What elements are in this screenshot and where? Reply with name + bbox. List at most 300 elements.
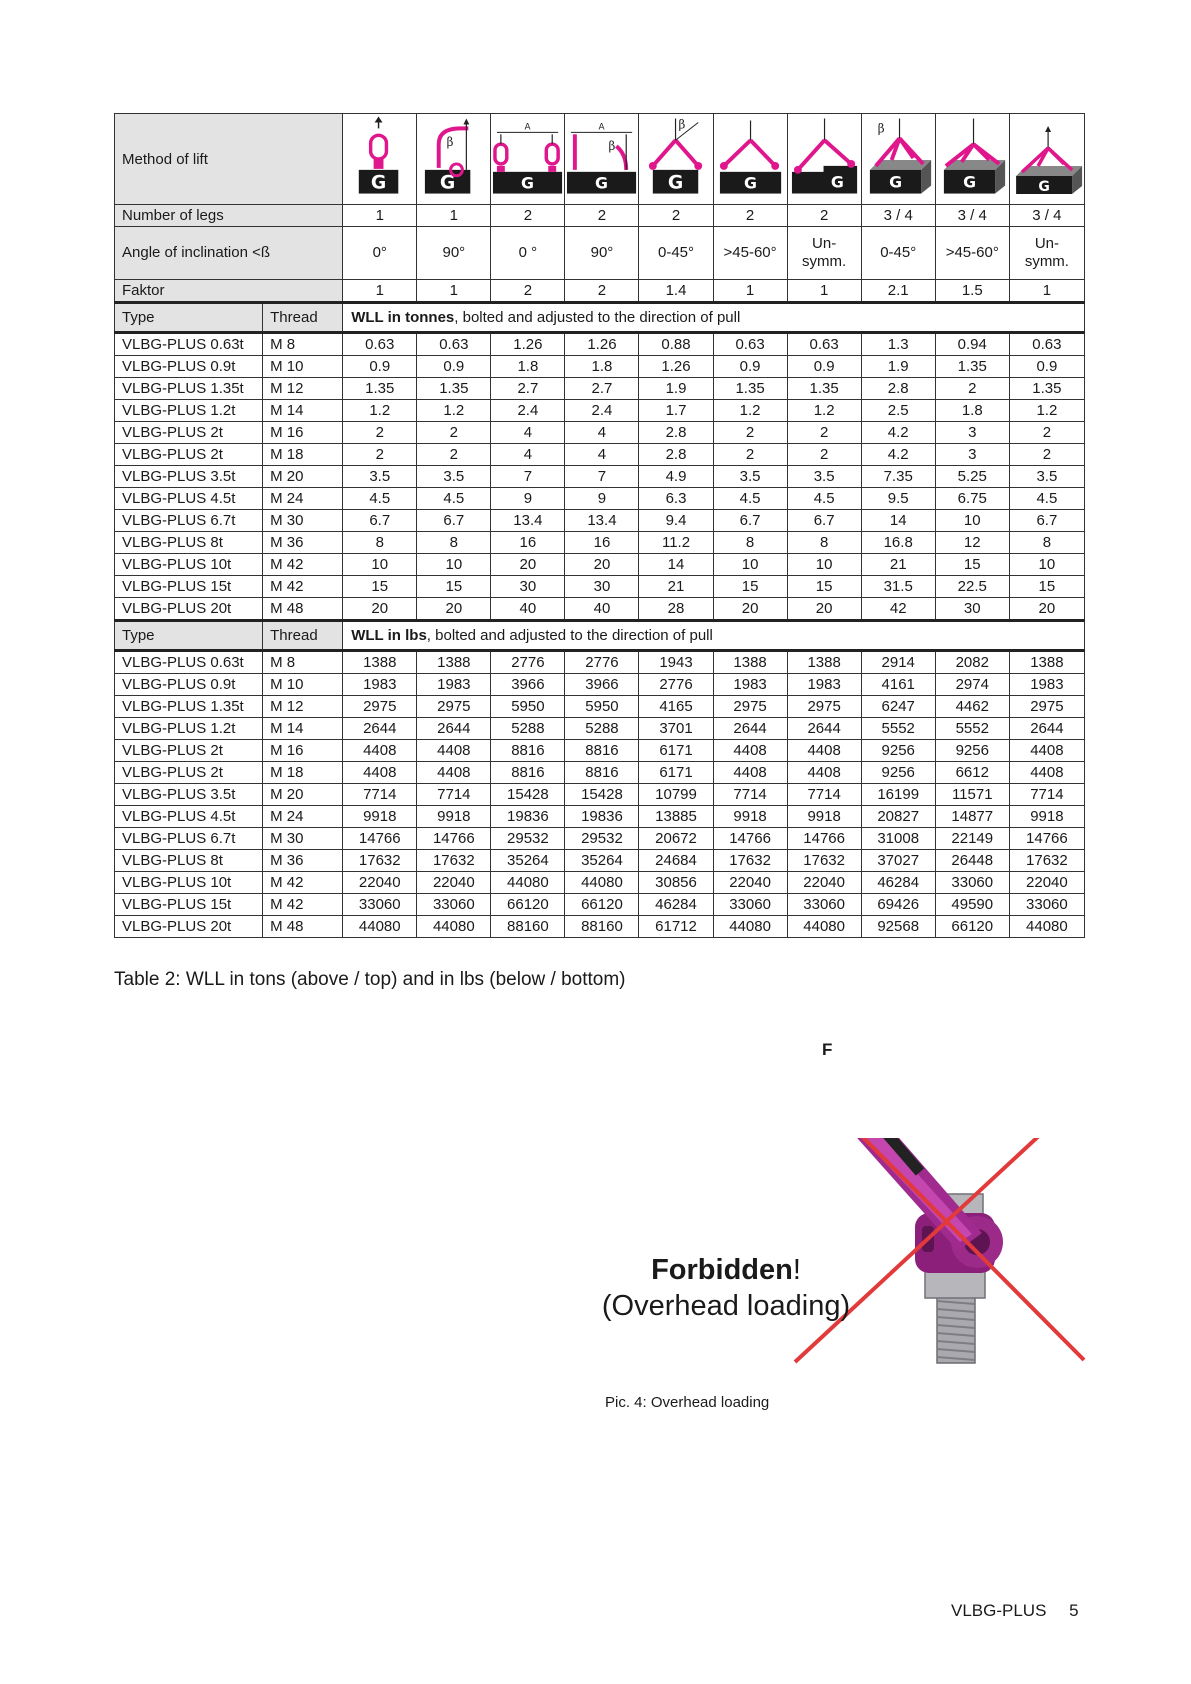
wll-value-cell: 15 bbox=[417, 576, 491, 598]
table-row bbox=[115, 718, 1085, 740]
wll-value-cell: 20 bbox=[417, 598, 491, 621]
wll-value-cell: 10 bbox=[1009, 554, 1084, 576]
wll-value-cell: 2 bbox=[935, 378, 1009, 400]
wll-value-cell: 9256 bbox=[861, 740, 935, 762]
wll-value-cell: 5288 bbox=[491, 718, 565, 740]
wll-value-cell: 4.9 bbox=[639, 466, 713, 488]
table-row bbox=[115, 696, 1085, 718]
factor-cell: 1 bbox=[343, 280, 417, 303]
wll-value-cell: 4408 bbox=[343, 762, 417, 784]
table-row bbox=[115, 532, 1085, 554]
wll-value-cell: 46284 bbox=[861, 872, 935, 894]
wll-value-cell: 8 bbox=[343, 532, 417, 554]
wll-value-cell: 14 bbox=[861, 510, 935, 532]
wll-value-cell: 2 bbox=[417, 422, 491, 444]
wll-value-cell: 9256 bbox=[935, 740, 1009, 762]
thread-cell: M 14 bbox=[263, 400, 343, 422]
wll-value-cell: 33060 bbox=[417, 894, 491, 916]
wll-value-cell: 4408 bbox=[1009, 740, 1084, 762]
wll-value-cell: 14766 bbox=[1009, 828, 1084, 850]
legs-cell: 2 bbox=[491, 205, 565, 227]
wll-value-cell: 20 bbox=[713, 598, 787, 621]
table-row bbox=[115, 651, 1085, 674]
wll-value-cell: 9918 bbox=[343, 806, 417, 828]
wll-value-cell: 2 bbox=[343, 422, 417, 444]
wll-value-cell: 6.3 bbox=[639, 488, 713, 510]
wll-value-cell: 1.3 bbox=[861, 333, 935, 356]
wll-value-cell: 9 bbox=[491, 488, 565, 510]
two-leg-unsymmetric-lift-icon bbox=[788, 114, 861, 204]
wll-value-cell: 9918 bbox=[787, 806, 861, 828]
wll-value-cell: 4.2 bbox=[861, 422, 935, 444]
wll-value-cell: 1388 bbox=[343, 651, 417, 674]
wll-value-cell: 2.4 bbox=[565, 400, 639, 422]
thread-cell: M 14 bbox=[263, 718, 343, 740]
wll-value-cell: 20 bbox=[565, 554, 639, 576]
table-row bbox=[115, 740, 1085, 762]
wll-value-cell: 2.5 bbox=[861, 400, 935, 422]
lift-method-cell bbox=[713, 114, 787, 205]
wll-value-cell: 2776 bbox=[639, 674, 713, 696]
forbidden-subheading: (Overhead loading) bbox=[601, 1290, 851, 1322]
wll-value-cell: 44080 bbox=[491, 872, 565, 894]
lift-method-cell bbox=[565, 114, 639, 205]
thread-cell: M 42 bbox=[263, 894, 343, 916]
wll-value-cell: 8 bbox=[1009, 532, 1084, 554]
wll-value-cell: 4.5 bbox=[713, 488, 787, 510]
legs-cell: 3 / 4 bbox=[935, 205, 1009, 227]
wll-value-cell: 35264 bbox=[565, 850, 639, 872]
wll-value-cell: 6.7 bbox=[343, 510, 417, 532]
wll-value-cell: 3.5 bbox=[787, 466, 861, 488]
angle-cell: 90° bbox=[565, 227, 639, 280]
wll-value-cell: 2 bbox=[787, 422, 861, 444]
forbidden-heading bbox=[596, 1254, 856, 1287]
angle-cell: 0° bbox=[343, 227, 417, 280]
wll-value-cell: 10799 bbox=[639, 784, 713, 806]
wll-value-cell: 8 bbox=[417, 532, 491, 554]
table-row bbox=[115, 850, 1085, 872]
angle-cell: 0 ° bbox=[491, 227, 565, 280]
wll-value-cell: 7714 bbox=[787, 784, 861, 806]
thread-cell: M 20 bbox=[263, 784, 343, 806]
wll-value-cell: 22.5 bbox=[935, 576, 1009, 598]
tonnes-header-row bbox=[115, 303, 1085, 333]
factor-cell: 2 bbox=[565, 280, 639, 303]
svg-text:G: G bbox=[888, 172, 902, 192]
svg-text:G: G bbox=[521, 173, 535, 193]
type-cell: VLBG-PLUS 8t bbox=[115, 532, 263, 554]
wll-value-cell: 2 bbox=[713, 422, 787, 444]
picture-caption: Pic. 4: Overhead loading bbox=[605, 1394, 770, 1411]
wll-value-cell: 10 bbox=[935, 510, 1009, 532]
wll-value-cell: 20 bbox=[787, 598, 861, 621]
legs-cell: 3 / 4 bbox=[861, 205, 935, 227]
wll-value-cell: 0.63 bbox=[1009, 333, 1084, 356]
thread-cell: M 16 bbox=[263, 740, 343, 762]
two-leg-steep-lift-icon bbox=[714, 114, 787, 204]
wll-value-cell: 4408 bbox=[1009, 762, 1084, 784]
wll-unit-label: WLL in tonnes bbox=[351, 309, 455, 326]
wll-value-cell: 19836 bbox=[491, 806, 565, 828]
angle-cell: >45-60° bbox=[713, 227, 787, 280]
legs-cell: 1 bbox=[417, 205, 491, 227]
two-leg-90-lift-icon bbox=[565, 114, 638, 204]
thread-cell: M 42 bbox=[263, 554, 343, 576]
wll-value-cell: 66120 bbox=[935, 916, 1009, 938]
wll-value-cell: 7714 bbox=[343, 784, 417, 806]
factor-cell: 1.4 bbox=[639, 280, 713, 303]
wll-value-cell: 3966 bbox=[565, 674, 639, 696]
factor-cell: 1 bbox=[787, 280, 861, 303]
wll-value-cell: 6171 bbox=[639, 740, 713, 762]
type-cell: VLBG-PLUS 10t bbox=[115, 554, 263, 576]
svg-text:β: β bbox=[446, 135, 454, 150]
wll-value-cell: 8816 bbox=[565, 762, 639, 784]
wll-value-cell: 14766 bbox=[787, 828, 861, 850]
wll-value-cell: 12 bbox=[935, 532, 1009, 554]
thread-cell: M 10 bbox=[263, 674, 343, 696]
angle-cell: >45-60° bbox=[935, 227, 1009, 280]
wll-header bbox=[343, 303, 1085, 333]
angle-cell: 0-45° bbox=[861, 227, 935, 280]
wll-value-cell: 11571 bbox=[935, 784, 1009, 806]
wll-value-cell: 15428 bbox=[491, 784, 565, 806]
wll-value-cell: 14 bbox=[639, 554, 713, 576]
wll-value-cell: 1943 bbox=[639, 651, 713, 674]
table-row bbox=[115, 422, 1085, 444]
wll-value-cell: 0.9 bbox=[417, 356, 491, 378]
type-cell: VLBG-PLUS 2t bbox=[115, 422, 263, 444]
wll-value-cell: 2.4 bbox=[491, 400, 565, 422]
thread-cell: M 10 bbox=[263, 356, 343, 378]
wll-value-cell: 0.63 bbox=[713, 333, 787, 356]
svg-text:G: G bbox=[743, 173, 757, 193]
wll-value-cell: 6247 bbox=[861, 696, 935, 718]
wll-value-cell: 46284 bbox=[639, 894, 713, 916]
lift-method-cell bbox=[639, 114, 713, 205]
type-cell: VLBG-PLUS 6.7t bbox=[115, 828, 263, 850]
type-cell: VLBG-PLUS 1.35t bbox=[115, 378, 263, 400]
wll-value-cell: 4.5 bbox=[1009, 488, 1084, 510]
wll-value-cell: 1.7 bbox=[639, 400, 713, 422]
wll-value-cell: 1983 bbox=[713, 674, 787, 696]
type-cell: VLBG-PLUS 10t bbox=[115, 872, 263, 894]
number-of-legs-label: Number of legs bbox=[115, 205, 343, 227]
table-row bbox=[115, 828, 1085, 850]
wll-value-cell: 17632 bbox=[343, 850, 417, 872]
table-row bbox=[115, 400, 1085, 422]
wll-value-cell: 1.8 bbox=[491, 356, 565, 378]
wll-value-cell: 35264 bbox=[491, 850, 565, 872]
wll-value-cell: 20 bbox=[491, 554, 565, 576]
factor-cell: 1 bbox=[713, 280, 787, 303]
wll-value-cell: 28 bbox=[639, 598, 713, 621]
two-leg-vertical-lift-icon bbox=[491, 114, 564, 204]
multi-leg-unsymmetric-lift-icon bbox=[1010, 114, 1084, 204]
wll-value-cell: 1.35 bbox=[935, 356, 1009, 378]
wll-value-cell: 33060 bbox=[1009, 894, 1084, 916]
wll-value-cell: 0.63 bbox=[417, 333, 491, 356]
lift-method-cell bbox=[861, 114, 935, 205]
wll-value-cell: 4165 bbox=[639, 696, 713, 718]
wll-value-cell: 13885 bbox=[639, 806, 713, 828]
wll-value-cell: 4 bbox=[491, 422, 565, 444]
wll-value-cell: 24684 bbox=[639, 850, 713, 872]
type-cell: VLBG-PLUS 1.2t bbox=[115, 718, 263, 740]
table-row bbox=[115, 444, 1085, 466]
wll-value-cell: 2.8 bbox=[639, 422, 713, 444]
table-row bbox=[115, 872, 1085, 894]
thread-cell: M 30 bbox=[263, 828, 343, 850]
wll-value-cell: 29532 bbox=[565, 828, 639, 850]
wll-value-cell: 13.4 bbox=[491, 510, 565, 532]
wll-value-cell: 2 bbox=[343, 444, 417, 466]
wll-value-cell: 2.7 bbox=[565, 378, 639, 400]
svg-text:G: G bbox=[1038, 179, 1050, 195]
wll-value-cell: 17632 bbox=[787, 850, 861, 872]
wll-value-cell: 6.7 bbox=[417, 510, 491, 532]
wll-value-cell: 33060 bbox=[935, 872, 1009, 894]
type-header: Type bbox=[115, 621, 263, 651]
wll-value-cell: 4 bbox=[565, 444, 639, 466]
thread-cell: M 48 bbox=[263, 598, 343, 621]
wll-value-cell: 5552 bbox=[935, 718, 1009, 740]
wll-value-cell: 0.63 bbox=[343, 333, 417, 356]
wll-value-cell: 42 bbox=[861, 598, 935, 621]
wll-value-cell: 6.75 bbox=[935, 488, 1009, 510]
angle-cell: 90° bbox=[417, 227, 491, 280]
wll-value-cell: 1983 bbox=[1009, 674, 1084, 696]
svg-text:G: G bbox=[962, 172, 976, 192]
wll-value-cell: 4161 bbox=[861, 674, 935, 696]
type-cell: VLBG-PLUS 20t bbox=[115, 598, 263, 621]
table-row bbox=[115, 762, 1085, 784]
wll-note: , bolted and adjusted to the direction of pull bbox=[454, 309, 741, 326]
wll-value-cell: 2975 bbox=[713, 696, 787, 718]
wll-value-cell: 1.26 bbox=[565, 333, 639, 356]
wll-value-cell: 22040 bbox=[787, 872, 861, 894]
wll-value-cell: 14766 bbox=[417, 828, 491, 850]
table-row bbox=[115, 378, 1085, 400]
wll-value-cell: 2975 bbox=[417, 696, 491, 718]
wll-value-cell: 14766 bbox=[343, 828, 417, 850]
wll-value-cell: 4.5 bbox=[417, 488, 491, 510]
table-row bbox=[115, 466, 1085, 488]
wll-value-cell: 7 bbox=[491, 466, 565, 488]
wll-value-cell: 2776 bbox=[565, 651, 639, 674]
wll-value-cell: 1.2 bbox=[417, 400, 491, 422]
wll-value-cell: 2 bbox=[1009, 422, 1084, 444]
wll-value-cell: 3701 bbox=[639, 718, 713, 740]
wll-value-cell: 31008 bbox=[861, 828, 935, 850]
wll-value-cell: 10 bbox=[787, 554, 861, 576]
wll-value-cell: 1.35 bbox=[1009, 378, 1084, 400]
type-cell: VLBG-PLUS 15t bbox=[115, 894, 263, 916]
type-cell: VLBG-PLUS 0.63t bbox=[115, 651, 263, 674]
legs-cell: 2 bbox=[787, 205, 861, 227]
wll-value-cell: 1983 bbox=[343, 674, 417, 696]
wll-value-cell: 9.5 bbox=[861, 488, 935, 510]
angle-of-inclination-label: Angle of inclination <ß bbox=[115, 227, 343, 280]
wll-value-cell: 44080 bbox=[417, 916, 491, 938]
table-row bbox=[115, 598, 1085, 621]
svg-text:β: β bbox=[608, 139, 616, 154]
svg-text:G: G bbox=[440, 172, 456, 194]
lift-method-cell bbox=[1009, 114, 1084, 205]
wll-value-cell: 44080 bbox=[713, 916, 787, 938]
lbs-header-row bbox=[115, 621, 1085, 651]
type-cell: VLBG-PLUS 4.5t bbox=[115, 488, 263, 510]
wll-value-cell: 88160 bbox=[565, 916, 639, 938]
wll-value-cell: 3966 bbox=[491, 674, 565, 696]
wll-value-cell: 13.4 bbox=[565, 510, 639, 532]
wll-value-cell: 1.26 bbox=[491, 333, 565, 356]
wll-value-cell: 40 bbox=[491, 598, 565, 621]
thread-cell: M 8 bbox=[263, 333, 343, 356]
svg-text:A: A bbox=[598, 122, 605, 133]
wll-value-cell: 88160 bbox=[491, 916, 565, 938]
wll-value-cell: 1.35 bbox=[343, 378, 417, 400]
thread-cell: M 16 bbox=[263, 422, 343, 444]
legs-cell: 1 bbox=[343, 205, 417, 227]
wll-value-cell: 69426 bbox=[861, 894, 935, 916]
wll-value-cell: 21 bbox=[861, 554, 935, 576]
wll-value-cell: 1.35 bbox=[417, 378, 491, 400]
wll-value-cell: 49590 bbox=[935, 894, 1009, 916]
wll-value-cell: 5288 bbox=[565, 718, 639, 740]
thread-header: Thread bbox=[263, 303, 343, 333]
thread-cell: M 36 bbox=[263, 532, 343, 554]
wll-value-cell: 16.8 bbox=[861, 532, 935, 554]
wll-value-cell: 22149 bbox=[935, 828, 1009, 850]
factor-cell: 1.5 bbox=[935, 280, 1009, 303]
table-row bbox=[115, 333, 1085, 356]
wll-value-cell: 1388 bbox=[713, 651, 787, 674]
wll-value-cell: 1388 bbox=[1009, 651, 1084, 674]
wll-value-cell: 20672 bbox=[639, 828, 713, 850]
wll-value-cell: 21 bbox=[639, 576, 713, 598]
page-footer bbox=[951, 1601, 1079, 1621]
wll-value-cell: 7714 bbox=[1009, 784, 1084, 806]
wll-value-cell: 1.2 bbox=[713, 400, 787, 422]
wll-value-cell: 15 bbox=[935, 554, 1009, 576]
type-header: Type bbox=[115, 303, 263, 333]
table-row bbox=[115, 510, 1085, 532]
single-leg-90-lift-icon bbox=[417, 114, 490, 204]
wll-value-cell: 4408 bbox=[343, 740, 417, 762]
wll-value-cell: 2974 bbox=[935, 674, 1009, 696]
type-cell: VLBG-PLUS 2t bbox=[115, 762, 263, 784]
wll-value-cell: 30856 bbox=[639, 872, 713, 894]
wll-value-cell: 44080 bbox=[343, 916, 417, 938]
wll-value-cell: 3 bbox=[935, 444, 1009, 466]
wll-value-cell: 4.5 bbox=[787, 488, 861, 510]
table-row bbox=[115, 576, 1085, 598]
wll-value-cell: 2 bbox=[713, 444, 787, 466]
wll-note: , bolted and adjusted to the direction of pull bbox=[426, 627, 713, 644]
angle-cell: Un- symm. bbox=[787, 227, 861, 280]
wll-value-cell: 3.5 bbox=[343, 466, 417, 488]
thread-cell: M 12 bbox=[263, 378, 343, 400]
thread-cell: M 36 bbox=[263, 850, 343, 872]
multi-leg-steep-lift-icon bbox=[936, 114, 1009, 204]
wll-value-cell: 4408 bbox=[417, 740, 491, 762]
wll-value-cell: 15 bbox=[1009, 576, 1084, 598]
wll-value-cell: 1388 bbox=[787, 651, 861, 674]
wll-value-cell: 5950 bbox=[491, 696, 565, 718]
wll-value-cell: 66120 bbox=[491, 894, 565, 916]
wll-value-cell: 6171 bbox=[639, 762, 713, 784]
wll-value-cell: 3 bbox=[935, 422, 1009, 444]
wll-value-cell: 6.7 bbox=[713, 510, 787, 532]
type-cell: VLBG-PLUS 8t bbox=[115, 850, 263, 872]
wll-value-cell: 2914 bbox=[861, 651, 935, 674]
wll-value-cell: 20 bbox=[1009, 598, 1084, 621]
wll-value-cell: 30 bbox=[491, 576, 565, 598]
lift-method-cell bbox=[417, 114, 491, 205]
type-cell: VLBG-PLUS 0.63t bbox=[115, 333, 263, 356]
wll-value-cell: 14766 bbox=[713, 828, 787, 850]
wll-value-cell: 8 bbox=[787, 532, 861, 554]
svg-text:G: G bbox=[830, 172, 844, 192]
wll-value-cell: 0.94 bbox=[935, 333, 1009, 356]
multi-leg-angled-lift-icon bbox=[862, 114, 935, 204]
type-cell: VLBG-PLUS 6.7t bbox=[115, 510, 263, 532]
wll-value-cell: 16 bbox=[565, 532, 639, 554]
wll-value-cell: 1983 bbox=[787, 674, 861, 696]
factor-cell: 1 bbox=[1009, 280, 1084, 303]
wll-value-cell: 31.5 bbox=[861, 576, 935, 598]
wll-value-cell: 1.9 bbox=[861, 356, 935, 378]
wll-value-cell: 1.26 bbox=[639, 356, 713, 378]
force-label: F bbox=[822, 1040, 833, 1059]
factor-cell: 2.1 bbox=[861, 280, 935, 303]
thread-cell: M 18 bbox=[263, 762, 343, 784]
wll-value-cell: 11.2 bbox=[639, 532, 713, 554]
type-cell: VLBG-PLUS 2t bbox=[115, 444, 263, 466]
wll-value-cell: 3.5 bbox=[417, 466, 491, 488]
wll-value-cell: 1.8 bbox=[935, 400, 1009, 422]
wll-value-cell: 1.8 bbox=[565, 356, 639, 378]
wll-value-cell: 8 bbox=[713, 532, 787, 554]
thread-cell: M 12 bbox=[263, 696, 343, 718]
wll-value-cell: 8816 bbox=[491, 740, 565, 762]
wll-value-cell: 22040 bbox=[417, 872, 491, 894]
wll-value-cell: 1.35 bbox=[713, 378, 787, 400]
wll-value-cell: 2975 bbox=[787, 696, 861, 718]
wll-value-cell: 4.2 bbox=[861, 444, 935, 466]
wll-value-cell: 1983 bbox=[417, 674, 491, 696]
wll-value-cell: 17632 bbox=[417, 850, 491, 872]
angle-cell: 0-45° bbox=[639, 227, 713, 280]
table-row bbox=[115, 784, 1085, 806]
wll-value-cell: 3.5 bbox=[713, 466, 787, 488]
wll-value-cell: 7.35 bbox=[861, 466, 935, 488]
legs-cell: 2 bbox=[639, 205, 713, 227]
wll-value-cell: 0.63 bbox=[787, 333, 861, 356]
table-row bbox=[115, 894, 1085, 916]
wll-value-cell: 7714 bbox=[417, 784, 491, 806]
angle-cell: Un- symm. bbox=[1009, 227, 1084, 280]
type-cell: VLBG-PLUS 2t bbox=[115, 740, 263, 762]
wll-value-cell: 10 bbox=[713, 554, 787, 576]
wll-value-cell: 20827 bbox=[861, 806, 935, 828]
wll-value-cell: 4.5 bbox=[343, 488, 417, 510]
wll-value-cell: 30 bbox=[935, 598, 1009, 621]
forbidden-exclamation: ! bbox=[792, 1254, 801, 1286]
wll-value-cell: 5950 bbox=[565, 696, 639, 718]
